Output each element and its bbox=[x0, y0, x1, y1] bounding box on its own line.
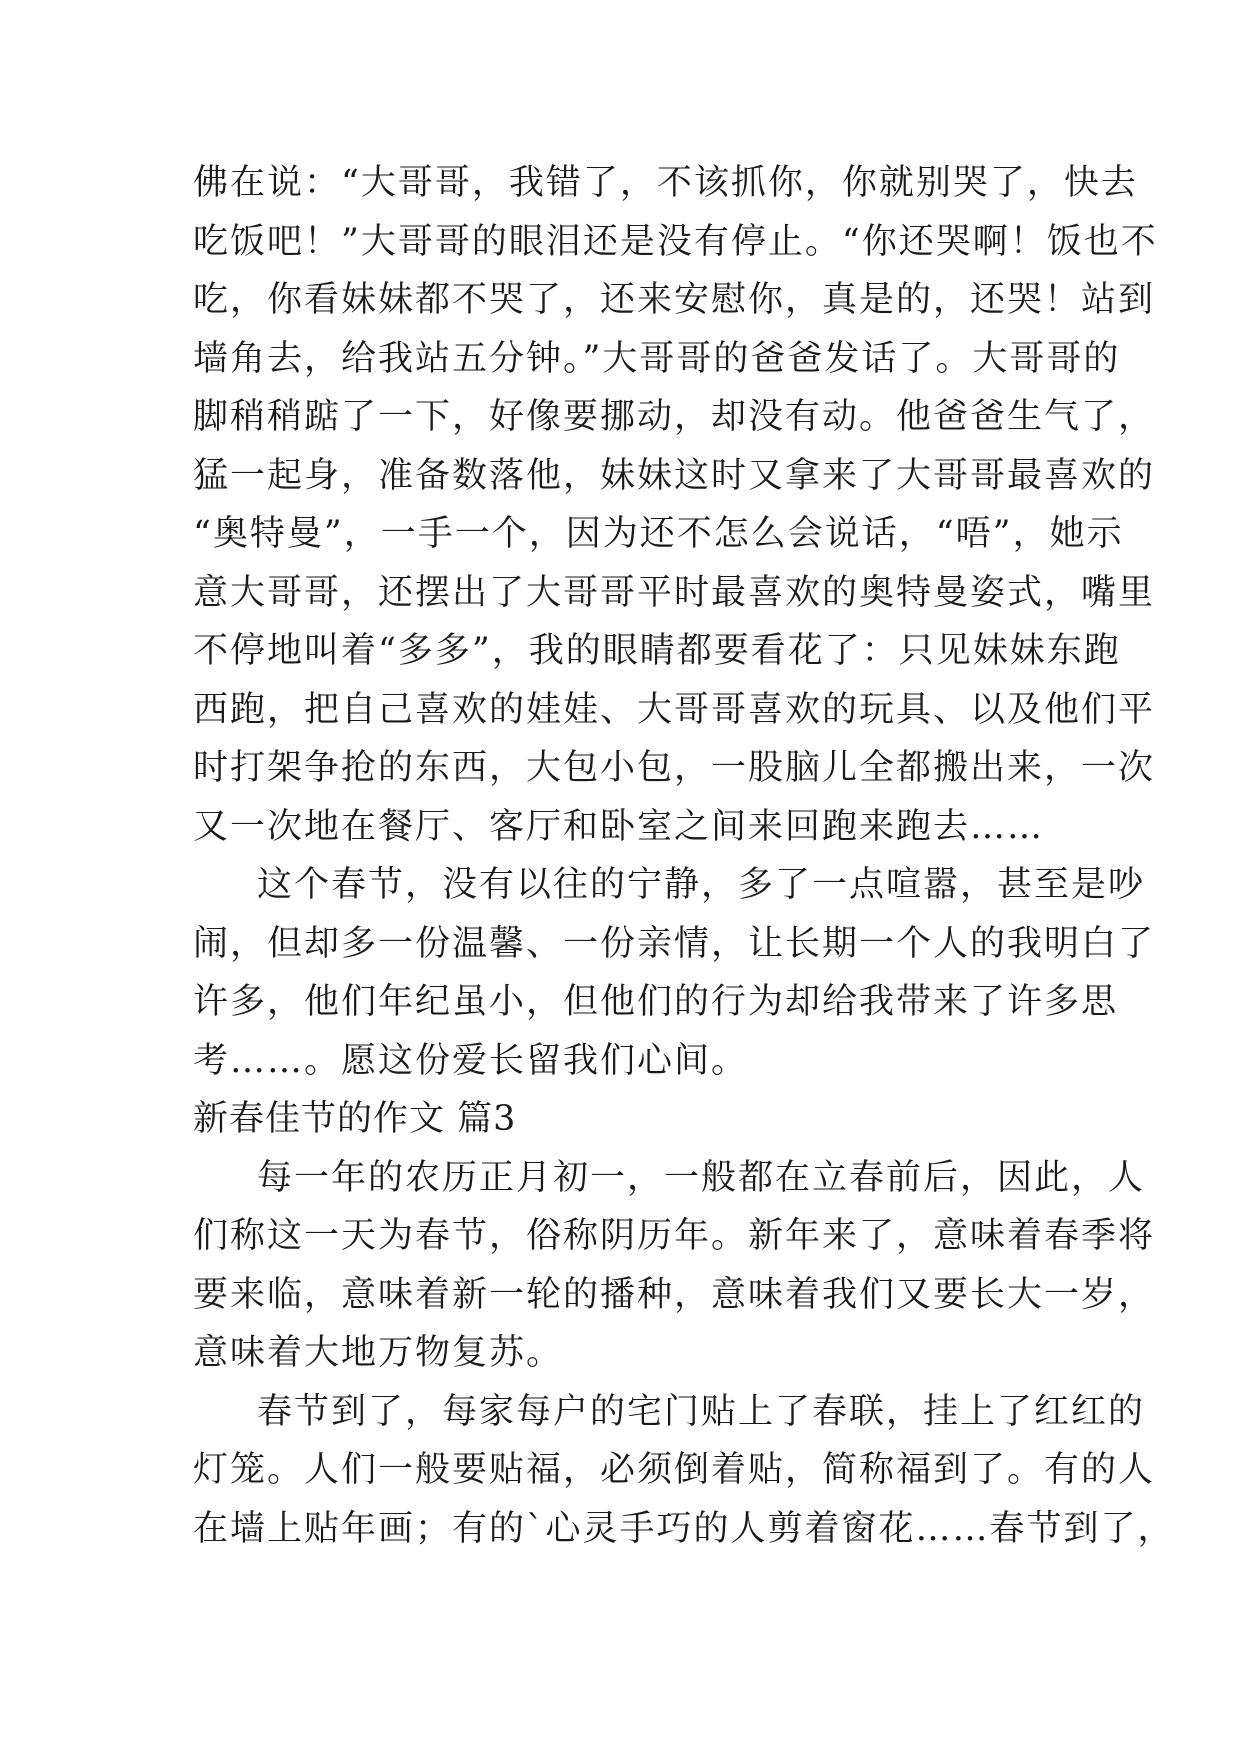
text-line: 灯笼。人们一般要贴福，必须倒着贴，简称福到了。有的人 bbox=[193, 1450, 1156, 1490]
text-line: 佛在说：“大哥哥，我错了，不该抓你，你就别哭了，快去 bbox=[193, 163, 1138, 203]
text-line: 许多，他们年纪虽小，但他们的行为却给我带来了许多思 bbox=[193, 982, 1119, 1022]
text-line: 要来临，意味着新一轮的播种，意味着我们又要长大一岁， bbox=[193, 1274, 1156, 1315]
text-line: 们称这一天为春节，俗称阴历年。新年来了，意味着春季将 bbox=[193, 1216, 1156, 1256]
text-line: 墙角去，给我站五分钟。”大哥哥的爸爸发话了。大哥哥的 bbox=[193, 338, 1121, 379]
text-line: 考……。愿这份爱长留我们心间。 bbox=[193, 1040, 749, 1081]
text-line: 在墙上贴年画；有的`心灵手巧的人剪着窗花……春节到了， bbox=[193, 1508, 1175, 1549]
section-heading: 新春佳节的作文 篇3 bbox=[193, 1099, 517, 1139]
text-line: 脚稍稍踮了一下，好像要挪动，却没有动。他爸爸生气了， bbox=[193, 397, 1156, 437]
paragraph-start-line: 春节到了，每家每户的宅门贴上了春联，挂上了红红的 bbox=[257, 1391, 1146, 1432]
text-line: 猛一起身，准备数落他，妹妹这时又拿来了大哥哥最喜欢的 bbox=[193, 455, 1156, 496]
text-line: 吃，你看妹妹都不哭了，还来安慰你，真是的，还哭！站到 bbox=[193, 280, 1156, 320]
text-line: “奥特曼”，一手一个，因为还不怎么会说话，“唔”，她示 bbox=[193, 514, 1124, 554]
text-line: 又一次地在餐厅、客厅和卧室之间来回跑来跑去…… bbox=[193, 806, 1045, 847]
text-line: 时打架争抢的东西，大包小包，一股脑儿全都搬出来，一次 bbox=[193, 748, 1156, 788]
text-line: 意大哥哥，还摆出了大哥哥平时最喜欢的奥特曼姿式，嘴里 bbox=[193, 572, 1156, 613]
text-line: 不停地叫着“多多”，我的眼睛都要看花了：只见妹妹东跑 bbox=[193, 631, 1121, 671]
paragraph-start-line: 这个春节，没有以往的宁静，多了一点喧嚣，甚至是吵 bbox=[257, 865, 1146, 905]
text-line: 西跑，把自己喜欢的娃娃、大哥哥喜欢的玩具、以及他们平 bbox=[193, 689, 1156, 730]
text-line: 闹，但却多一份温馨、一份亲情，让长期一个人的我明白了 bbox=[193, 923, 1156, 964]
paragraph-start-line: 每一年的农历正月初一，一般都在立春前后，因此，人 bbox=[257, 1157, 1146, 1198]
article-body bbox=[193, 154, 1175, 1558]
text-line: 意味着大地万物复苏。 bbox=[193, 1333, 564, 1373]
text-line: 吃饭吧！”大哥哥的眼泪还是没有停止。“你还哭啊！饭也不 bbox=[193, 221, 1158, 262]
